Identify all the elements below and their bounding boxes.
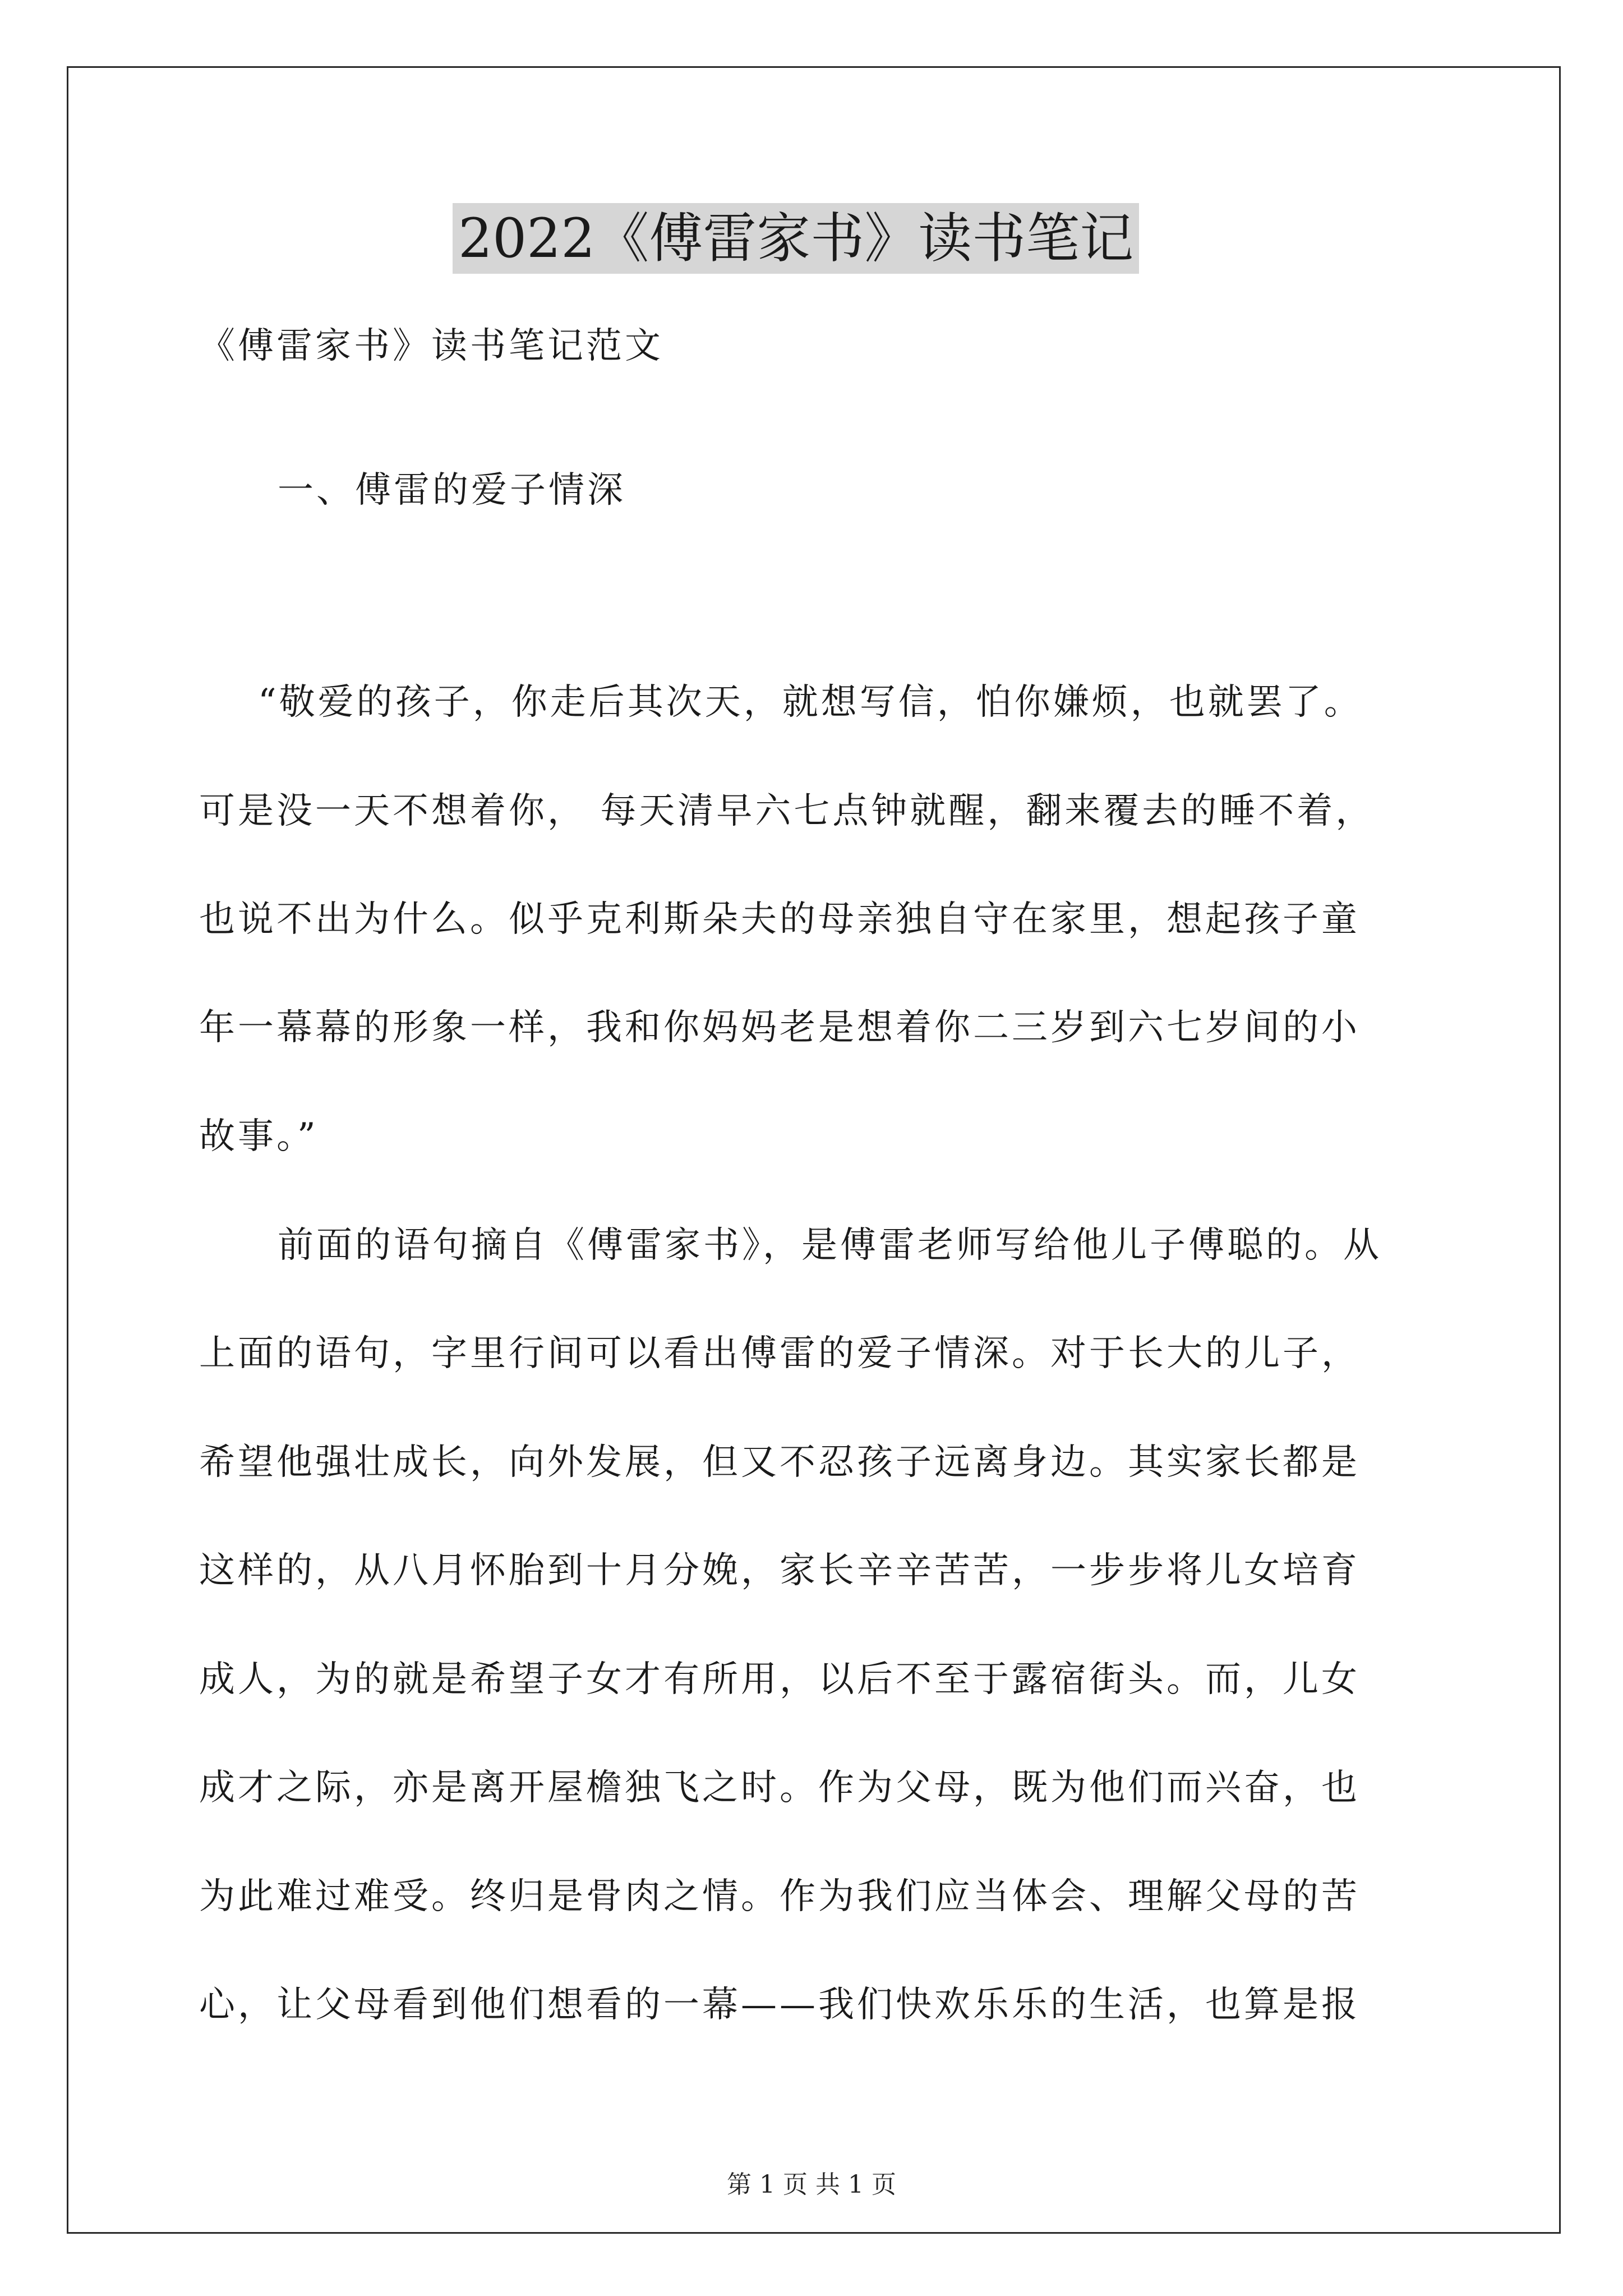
quote-line: 也说不出为什么。似乎克利斯朵夫的母亲独自守在家里，想起孩子童 — [199, 899, 1360, 940]
quote-line: 故事。” — [199, 1116, 319, 1157]
quote-line: “敬爱的孩子，你走后其次天，就想写信，怕你嫌烦，也就罢了。 — [258, 682, 1363, 723]
body-line: 希望他强壮成长，向外发展，但又不忍孩子远离身边。其实家长都是 — [199, 1442, 1360, 1483]
body-line: 成人，为的就是希望子女才有所用，以后不至于露宿街头。而，儿女 — [199, 1659, 1360, 1700]
body-line: 为此难过难受。终归是骨肉之情。作为我们应当体会、理解父母的苦 — [199, 1876, 1360, 1917]
section-heading: 一、傅雷的爱子情深 — [278, 470, 626, 511]
page-footer: 第 1 页 共 1 页 — [727, 2170, 896, 2199]
page-title: 2022《傅雷家书》读书笔记 — [453, 203, 1139, 274]
body-line: 心，让父母看到他们想看的一幕——我们快欢乐乐的生活，也算是报 — [199, 1984, 1360, 2026]
subtitle: 《傅雷家书》读书笔记范文 — [199, 325, 663, 367]
body-line: 前面的语句摘自《傅雷家书》，是傅雷老师写给他儿子傅聪的。从 — [278, 1225, 1382, 1266]
body-line: 上面的语句，字里行间可以看出傅雷的爱子情深。对于长大的儿子， — [199, 1333, 1360, 1374]
quote-line: 年一幕幕的形象一样，我和你妈妈老是想着你二三岁到六七岁间的小 — [199, 1007, 1360, 1048]
body-line: 成才之际，亦是离开屋檐独飞之时。作为父母，既为他们而兴奋，也 — [199, 1767, 1360, 1809]
quote-line: 可是没一天不想着你， 每天清早六七点钟就醒，翻来覆去的睡不着， — [199, 790, 1375, 832]
body-line: 这样的，从八月怀胎到十月分娩，家长辛辛苦苦，一步步将儿女培育 — [199, 1550, 1360, 1591]
